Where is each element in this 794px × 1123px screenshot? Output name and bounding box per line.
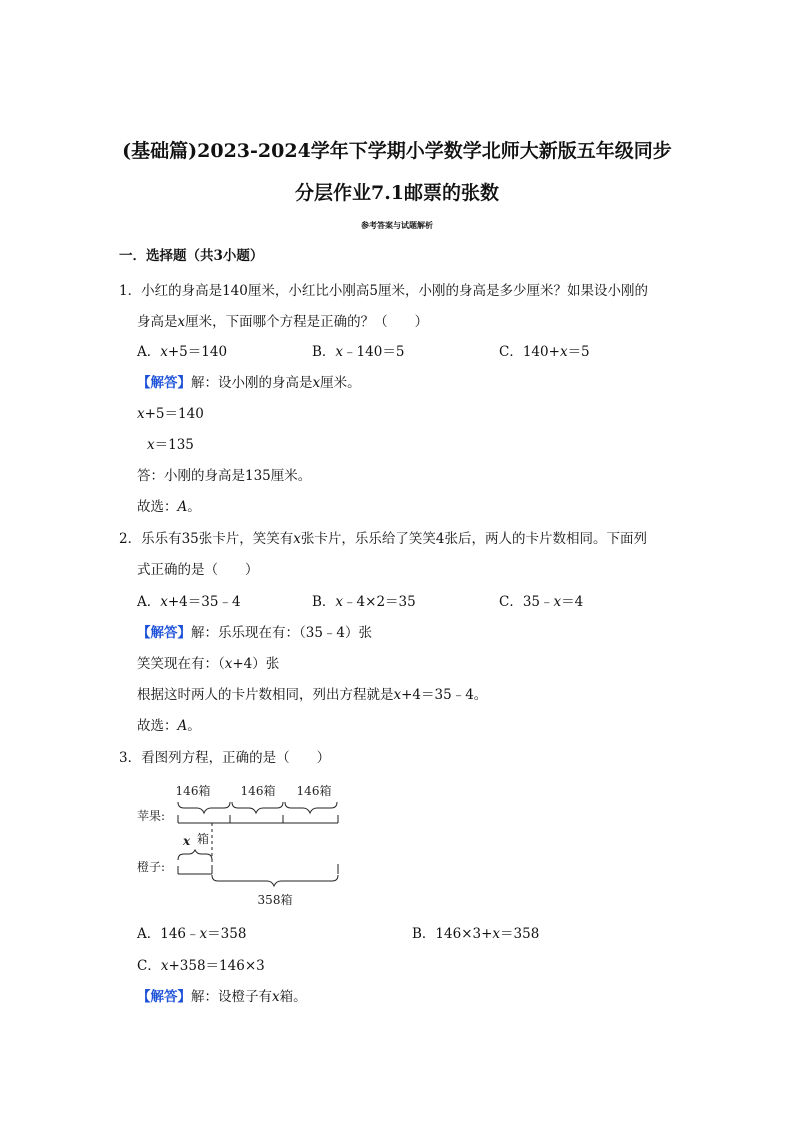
q3-seg-label-1: 146箱 [175,784,211,798]
q1-eq1-var: x [137,406,145,422]
q2-stem-var: x [293,531,301,547]
q2-choice-post: 。 [187,718,201,734]
q3-apple-label: 苹果: [137,809,166,823]
q1-eq1-text: +5＝140 [144,406,204,422]
q3-option-c [137,957,265,975]
q2-choice-letter: A [177,718,188,734]
q3-opt-b-text: ＝358 [500,926,540,942]
q3-line-diagram [133,776,353,912]
q2-answer-head [137,624,372,642]
q3-opt-b-label: B． [412,926,436,942]
q1-stem-b-post: 厘米，下面哪个方程是正确的？（ ） [185,314,429,330]
q3-stem-text: 看图列方程，正确的是（ ） [141,750,331,766]
q1-equation-2 [147,436,194,454]
q3-opt-a-label: A． [137,926,161,942]
q3-opt-c-label: C． [137,958,161,974]
q2-line3-pre: 根据这时两人的卡片数相同，列出方程就是 [137,687,394,703]
q2-line3-var: x [393,687,402,703]
q1-eq2-var: x [147,437,155,453]
q1-opt-a-text: +5＝140 [167,344,228,360]
q1-answer-line: 答：小刚的身高是135厘米。 [137,468,312,484]
q1-answer-post: 厘米。 [320,375,361,391]
q2-stem-post: 张卡片，乐乐给了笑笑4张后，两人的卡片数相同。下面列 [300,531,647,547]
q1-opt-c-pre: 140+ [522,344,560,360]
q2-opt-c-pre: 35﹣ [522,594,554,610]
q1-answer-var: x [312,375,321,391]
q3-answer-post: 箱。 [279,989,307,1005]
q3-opt-b-pre: 146×3+ [435,926,493,942]
q1-answer-head [137,374,361,392]
q1-option-c [499,343,590,361]
q1-option-b [312,343,404,361]
q1-number: 1． [119,283,142,299]
q2-number: 2． [119,531,142,547]
q1-stem-var: x [177,314,186,330]
q2-line2-var: x [224,656,233,672]
q3-diff-label: 358箱 [257,893,293,907]
q1-opt-c-text: ＝5 [567,344,590,360]
q3-option-a [137,925,246,943]
q3-opt-a-pre: 146﹣ [160,926,200,942]
q3-x-brace [178,850,212,860]
q3-opt-c-var: x [160,958,169,974]
q3-opt-c-text: +358＝146×3 [168,958,265,974]
q1-answer-tag: 【解答】 [137,375,191,391]
q3-answer-head [137,988,307,1006]
q2-line2-pre: 笑笑现在有：（ [137,656,225,672]
q2-opt-c-text: ＝4 [561,594,584,610]
q3-stem [119,749,330,767]
q2-option-c [499,593,583,611]
q3-opt-a-text: ＝358 [207,926,247,942]
q1-stem-line2 [137,313,428,331]
q2-answer-tag: 【解答】 [137,625,191,641]
q3-opt-a-var: x [199,926,208,942]
q3-number: 3． [119,750,142,766]
q2-line3-post: +4＝35﹣4。 [401,687,488,703]
section-heading: 一．选择题（共3小题） [119,248,264,264]
q3-orange-label: 橙子: [137,860,166,874]
q1-opt-b-label: B． [312,344,336,360]
q3-seg-label-3: 146箱 [296,784,332,798]
q3-seg-label-2: 146箱 [240,784,276,798]
doc-subtitle: 参考答案与试题解析 [361,220,433,230]
q2-opt-a-label: A． [137,594,161,610]
q3-brace-2 [232,802,283,813]
q3-answer-pre: 解：设橙子有 [191,989,272,1005]
q2-answer-line2 [137,655,279,673]
q2-stem-line2: 式正确的是（ ） [137,562,259,578]
q3-brace-3 [285,802,337,813]
q2-opt-a-text: +4＝35﹣4 [167,594,241,610]
doc-title-line2: 分层作业7.1邮票的张数 [294,182,500,204]
q2-opt-c-var: x [553,594,562,610]
q1-opt-a-label: A． [137,344,161,360]
q3-diff-brace [212,875,338,886]
q1-stem-b-pre: 身高是 [137,314,178,330]
q1-eq2-text: ＝135 [154,437,194,453]
q2-opt-c-label: C． [499,594,523,610]
q2-opt-b-var: x [335,594,344,610]
q1-opt-b-text: ﹣140＝5 [343,344,405,360]
q2-stem-line1 [119,530,647,548]
q1-choice [137,498,201,516]
q1-stem-text: 小红的身高是140厘米，小红比小刚高5厘米，小刚的身高是多少厘米？如果设小刚的 [141,283,648,299]
q2-line2-post: +4）张 [232,656,280,672]
q1-opt-b-var: x [335,344,344,360]
q2-opt-a-var: x [160,594,168,610]
q1-opt-a-var: x [160,344,168,360]
q2-choice-pre: 故选： [137,718,178,734]
q1-stem-line1 [119,282,648,300]
q1-option-a [137,343,227,361]
q2-option-b [312,593,416,611]
q2-stem-pre: 乐乐有35张卡片，笑笑有 [141,531,294,547]
q3-x-unit: 箱 [197,832,210,846]
q1-choice-letter: A [177,499,188,515]
q3-answer-var: x [272,989,280,1005]
q1-opt-c-var: x [559,344,568,360]
q1-choice-post: 。 [187,499,201,515]
q2-answer-text: 解：乐乐现在有：（35﹣4）张 [191,625,373,641]
q3-opt-b-var: x [492,926,501,942]
q3-answer-tag: 【解答】 [137,989,191,1005]
q1-equation-1 [137,405,204,423]
q1-opt-c-label: C． [499,344,523,360]
q3-option-b [412,925,539,943]
doc-title-line1: (基础篇)2023-2024学年下学期小学数学北师大新版五年级同步 [122,140,672,162]
q3-brace-1 [178,802,230,813]
q2-opt-b-label: B． [312,594,336,610]
q3-x-var: x [183,834,191,848]
q1-answer-pre: 解：设小刚的身高是 [191,375,313,391]
q1-choice-pre: 故选： [137,499,178,515]
q2-opt-b-text: ﹣4×2＝35 [343,594,416,610]
q2-choice [137,717,201,735]
q2-answer-line3 [137,686,487,704]
q2-option-a [137,593,241,611]
